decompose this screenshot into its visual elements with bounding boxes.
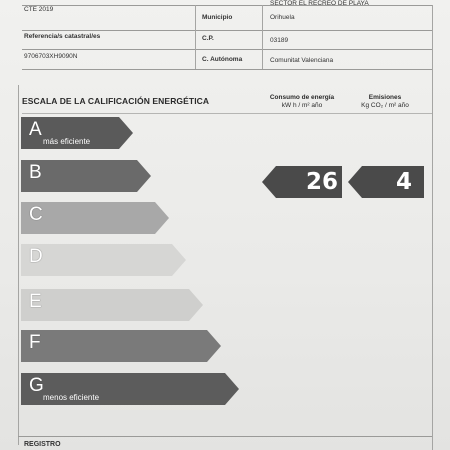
scale-header-line	[22, 113, 432, 114]
table-line	[262, 5, 263, 69]
rating-sublabel: menos eficiente	[43, 393, 100, 402]
municipio-value: Orihuela	[270, 14, 295, 21]
rating-bar-c	[21, 202, 169, 234]
rating-letter: F	[29, 332, 41, 353]
cte-version: CTE 2019	[24, 6, 54, 13]
rating-bar-shape	[21, 244, 186, 276]
frame-line	[18, 85, 19, 445]
frame-line	[432, 5, 433, 450]
table-line	[22, 49, 432, 50]
table-line	[22, 69, 432, 70]
registro-label: REGISTRO	[24, 441, 61, 448]
scale-title: ESCALA DE LA CALIFICACIÓN ENERGÉTICA	[22, 96, 210, 106]
rating-bar-shape	[21, 330, 221, 362]
consumo-label: Consumo de energía	[269, 94, 335, 101]
rating-letter: G	[29, 375, 44, 396]
rating-bar-a	[21, 117, 133, 149]
rating-bar-d	[21, 244, 186, 276]
footer-line	[18, 436, 432, 437]
rating-bar-e	[21, 289, 203, 321]
rating-sublabel: más eficiente	[43, 137, 91, 146]
address: SECTOR EL RECREO DE PLAYA	[270, 0, 369, 7]
emisiones-header	[350, 94, 420, 110]
consumo-value: 26	[306, 169, 339, 195]
rating-letter: E	[29, 291, 42, 312]
emisiones-value: 4	[396, 169, 413, 195]
rating-bar-shape	[21, 289, 203, 321]
cp-value: 03189	[270, 37, 289, 44]
emisiones-indicator	[348, 166, 424, 198]
rating-letter: B	[29, 162, 42, 183]
rating-bar-b	[21, 160, 151, 192]
table-line	[22, 30, 432, 31]
ca-label: C. Autónoma	[202, 56, 243, 63]
emisiones-arrow	[348, 166, 424, 198]
ca-value: Comunitat Valenciana	[270, 57, 334, 64]
emisiones-unit: Kg CO₂ / m² año	[361, 102, 409, 109]
emisiones-label: Emisiones	[368, 94, 402, 101]
table-line	[22, 5, 432, 6]
rating-bar-g	[21, 373, 239, 405]
consumo-unit: kW h / m² año	[281, 102, 323, 109]
rating-letter: D	[29, 246, 43, 267]
rating-bar-shape	[21, 202, 169, 234]
ref-label: Referencia/s catastral/es	[24, 33, 101, 40]
municipio-label: Municipio	[202, 14, 233, 21]
consumo-indicator	[262, 166, 342, 198]
rating-letter: C	[29, 204, 43, 225]
cp-label: C.P.	[202, 35, 214, 42]
table-line	[195, 5, 196, 69]
ref-value: 9706703XH9090N	[24, 53, 78, 60]
rating-letter: A	[29, 119, 42, 140]
consumo-header	[262, 94, 342, 110]
rating-bar-f	[21, 330, 221, 362]
